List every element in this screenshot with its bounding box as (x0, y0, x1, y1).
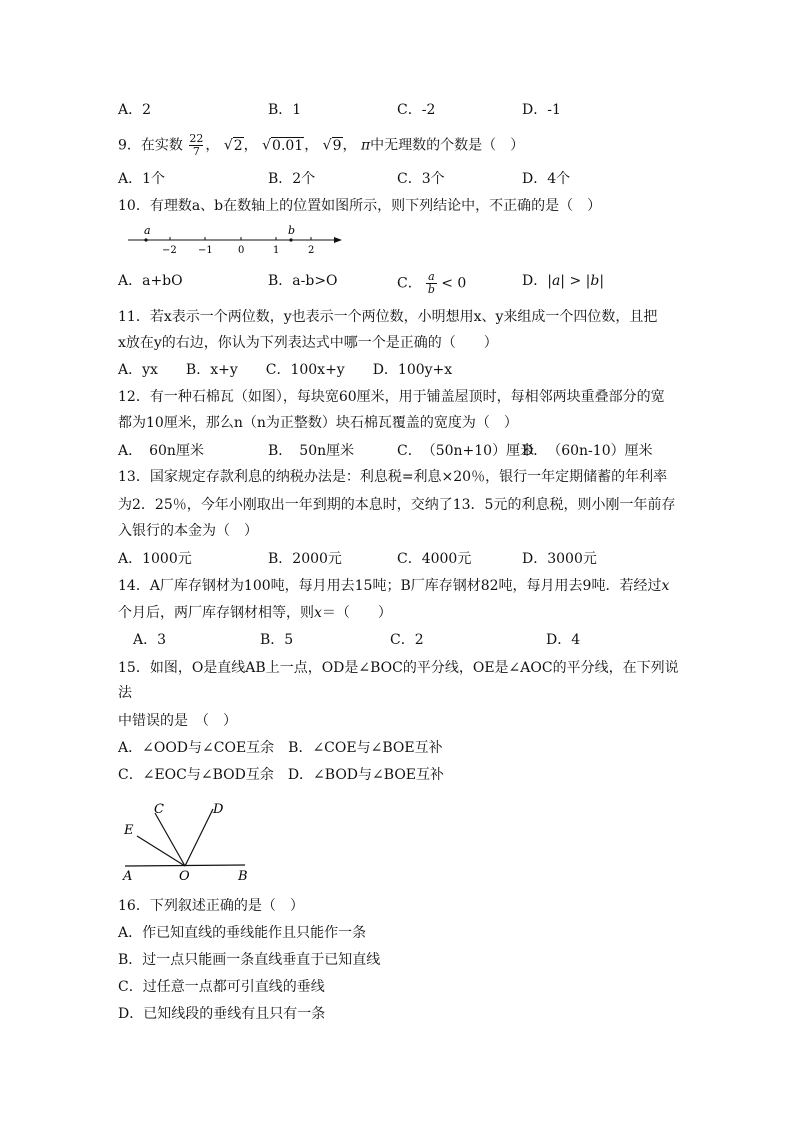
q14-line-2-text: 个月后，两厂库存钢材相等，则 (118, 605, 314, 621)
point-b-label: b (288, 224, 296, 237)
q14-line-1-text: 14．A厂库存钢材为100吨，每月用去15吨；B厂库存钢材82吨，每月用去9吨．若经过 (118, 578, 662, 594)
q9-option-b: B．2个 (268, 171, 316, 187)
q15-options-ab: A．∠OOD与∠COE互余 B．∠COE与∠BOE互补 (118, 740, 443, 756)
q9-fraction-den: 7 (192, 145, 200, 158)
label-o: O (179, 869, 190, 882)
q10-option-b: B．a-b>O (268, 273, 338, 289)
q11-line-1: 11．若x表示一个两位数，y也表示一个两位数，小明想用x、y来组成一个四位数，且把 (118, 309, 658, 325)
q10-option-c-fraction (426, 271, 437, 296)
q14-option-c: C．2 (390, 632, 424, 648)
tick-label-neg2: −2 (162, 245, 177, 256)
ray-oc (155, 813, 185, 866)
fraction-num: a (428, 270, 435, 283)
point-b (289, 238, 292, 241)
fraction-den: b (427, 283, 435, 296)
q9-root-3: √9 (322, 137, 342, 154)
q13-option-c: C．4000元 (397, 551, 472, 567)
q12-option-c: C． （50n+10）厘米 (397, 443, 535, 459)
q10-stem: 10．有理数a、b在数轴上的位置如图所示，则下列结论中，不正确的是（ ） (118, 198, 602, 214)
q9-comma-3: ， (304, 137, 319, 154)
tick-label-0: 0 (238, 245, 245, 256)
q10-option-d-prefix: D． (522, 273, 548, 289)
q9-option-d: D．4个 (522, 171, 571, 187)
q14-line-1 (118, 576, 669, 596)
ray-od (185, 809, 213, 866)
q9-pi: π (360, 137, 371, 154)
q9-stem (118, 133, 524, 158)
q13-option-b: B．2000元 (268, 551, 342, 567)
q13-line-1: 13．国家规定存款利息的纳税办法是：利息税=利息×20％，银行一年定期储蓄的年利率 (118, 469, 668, 485)
q10-option-c (397, 271, 466, 296)
q12-option-d: D． （60n-10）厘米 (522, 443, 653, 459)
q9-prefix: 9．在实数 (118, 137, 183, 154)
q8-option-b: B．1 (268, 102, 302, 118)
q16-option-d: D．已知线段的垂线有且只有一条 (118, 1006, 326, 1022)
tick-label-1: 1 (273, 245, 280, 256)
q15-line-1: 15．如图，O是直线AB上一点，OD是∠BOC的平分线，OE是∠AOC的平分线，在下列说 (118, 660, 679, 676)
q13-option-a: A．1000元 (118, 551, 192, 567)
q8-option-d: D．-1 (522, 102, 561, 118)
ray-oe (137, 836, 185, 866)
q14-line-2 (118, 603, 392, 623)
q15-line-2: 法 (118, 685, 132, 701)
q10-option-d-expr: |a| > |b| (547, 273, 605, 289)
q10-option-c-prefix: C． (397, 275, 422, 292)
q9-root-1: √2 (223, 137, 243, 154)
q9-comma-4: ， (342, 137, 357, 154)
point-a-label: a (144, 224, 151, 237)
q9-suffix: 中无理数的个数是（ ） (370, 137, 525, 154)
q9-fraction (189, 133, 203, 158)
q11-line-2: x放在y的右边，你认为下列表达式中哪一个是正确的（ ） (118, 335, 498, 351)
label-b: B (238, 869, 248, 882)
q12-option-a: A． 60n厘米 (118, 443, 204, 459)
q14-line-2-end: ＝（ ） (321, 605, 392, 621)
q14-option-b: B．5 (260, 632, 294, 648)
q13-option-d: D．3000元 (522, 551, 597, 567)
label-c: C (154, 802, 164, 817)
q9-root-2: √0.01 (262, 137, 304, 154)
q15-options-cd: C．∠EOC与∠BOD互余 D．∠BOD与∠BOE互补 (118, 767, 445, 783)
q10-option-d (522, 271, 604, 291)
q9-comma-2: ， (243, 137, 258, 154)
tick-label-neg1: −1 (198, 245, 213, 256)
q10-option-c-suffix: < 0 (441, 275, 467, 292)
q14-var-x-2: x (314, 605, 322, 621)
q8-option-c: C．-2 (397, 102, 436, 118)
q14-option-a: A．3 (133, 632, 167, 648)
label-e: E (124, 823, 134, 838)
q10-number-line (120, 222, 350, 256)
label-a: A (123, 869, 133, 882)
q13-line-2: 为2．25％，今年小刚取出一年到期的本息时，交纳了13．5元的利息税，则小刚一年前存 (118, 497, 676, 513)
q15-line-3: 中错误的是 （ ） (118, 713, 237, 729)
point-a (144, 238, 147, 241)
number-line-arrow (334, 237, 342, 243)
q11-options: A．yx B．x+y C．100x+y D．100y+x (118, 362, 453, 378)
q10-option-a: A．a+bO (118, 273, 183, 289)
tick-label-2: 2 (308, 245, 315, 256)
label-d: D (213, 802, 224, 817)
q16-option-c: C．过任意一点都可引直线的垂线 (118, 979, 325, 995)
q9-comma-1: ， (205, 137, 220, 154)
q12-line-1: 12．有一种石棉瓦（如图），每块宽60厘米，用于铺盖屋顶时，每相邻两块重叠部分的宽 (118, 389, 665, 405)
q12-option-b: B． 50n厘米 (268, 443, 355, 459)
q15-angle-figure (115, 798, 265, 882)
q14-var-x: x (661, 578, 670, 594)
q8-option-a: A．2 (118, 102, 152, 118)
q9-option-a: A．1个 (118, 171, 166, 187)
q9-option-c: C．3个 (397, 171, 445, 187)
q14-option-d: D．4 (546, 632, 581, 648)
q12-line-2: 都为10厘米，那么n（n为正整数）块石棉瓦覆盖的宽度为（ ） (118, 415, 518, 431)
q16-option-b: B．过一点只能画一条直线垂直于已知直线 (118, 952, 381, 968)
q16-stem: 16．下列叙述正确的是（ ） (118, 898, 304, 914)
q13-line-3: 入银行的本金为（ ） (118, 523, 258, 539)
q16-option-a: A．作已知直线的垂线能作且只能作一条 (118, 925, 367, 941)
q9-fraction-num: 22 (189, 132, 204, 145)
